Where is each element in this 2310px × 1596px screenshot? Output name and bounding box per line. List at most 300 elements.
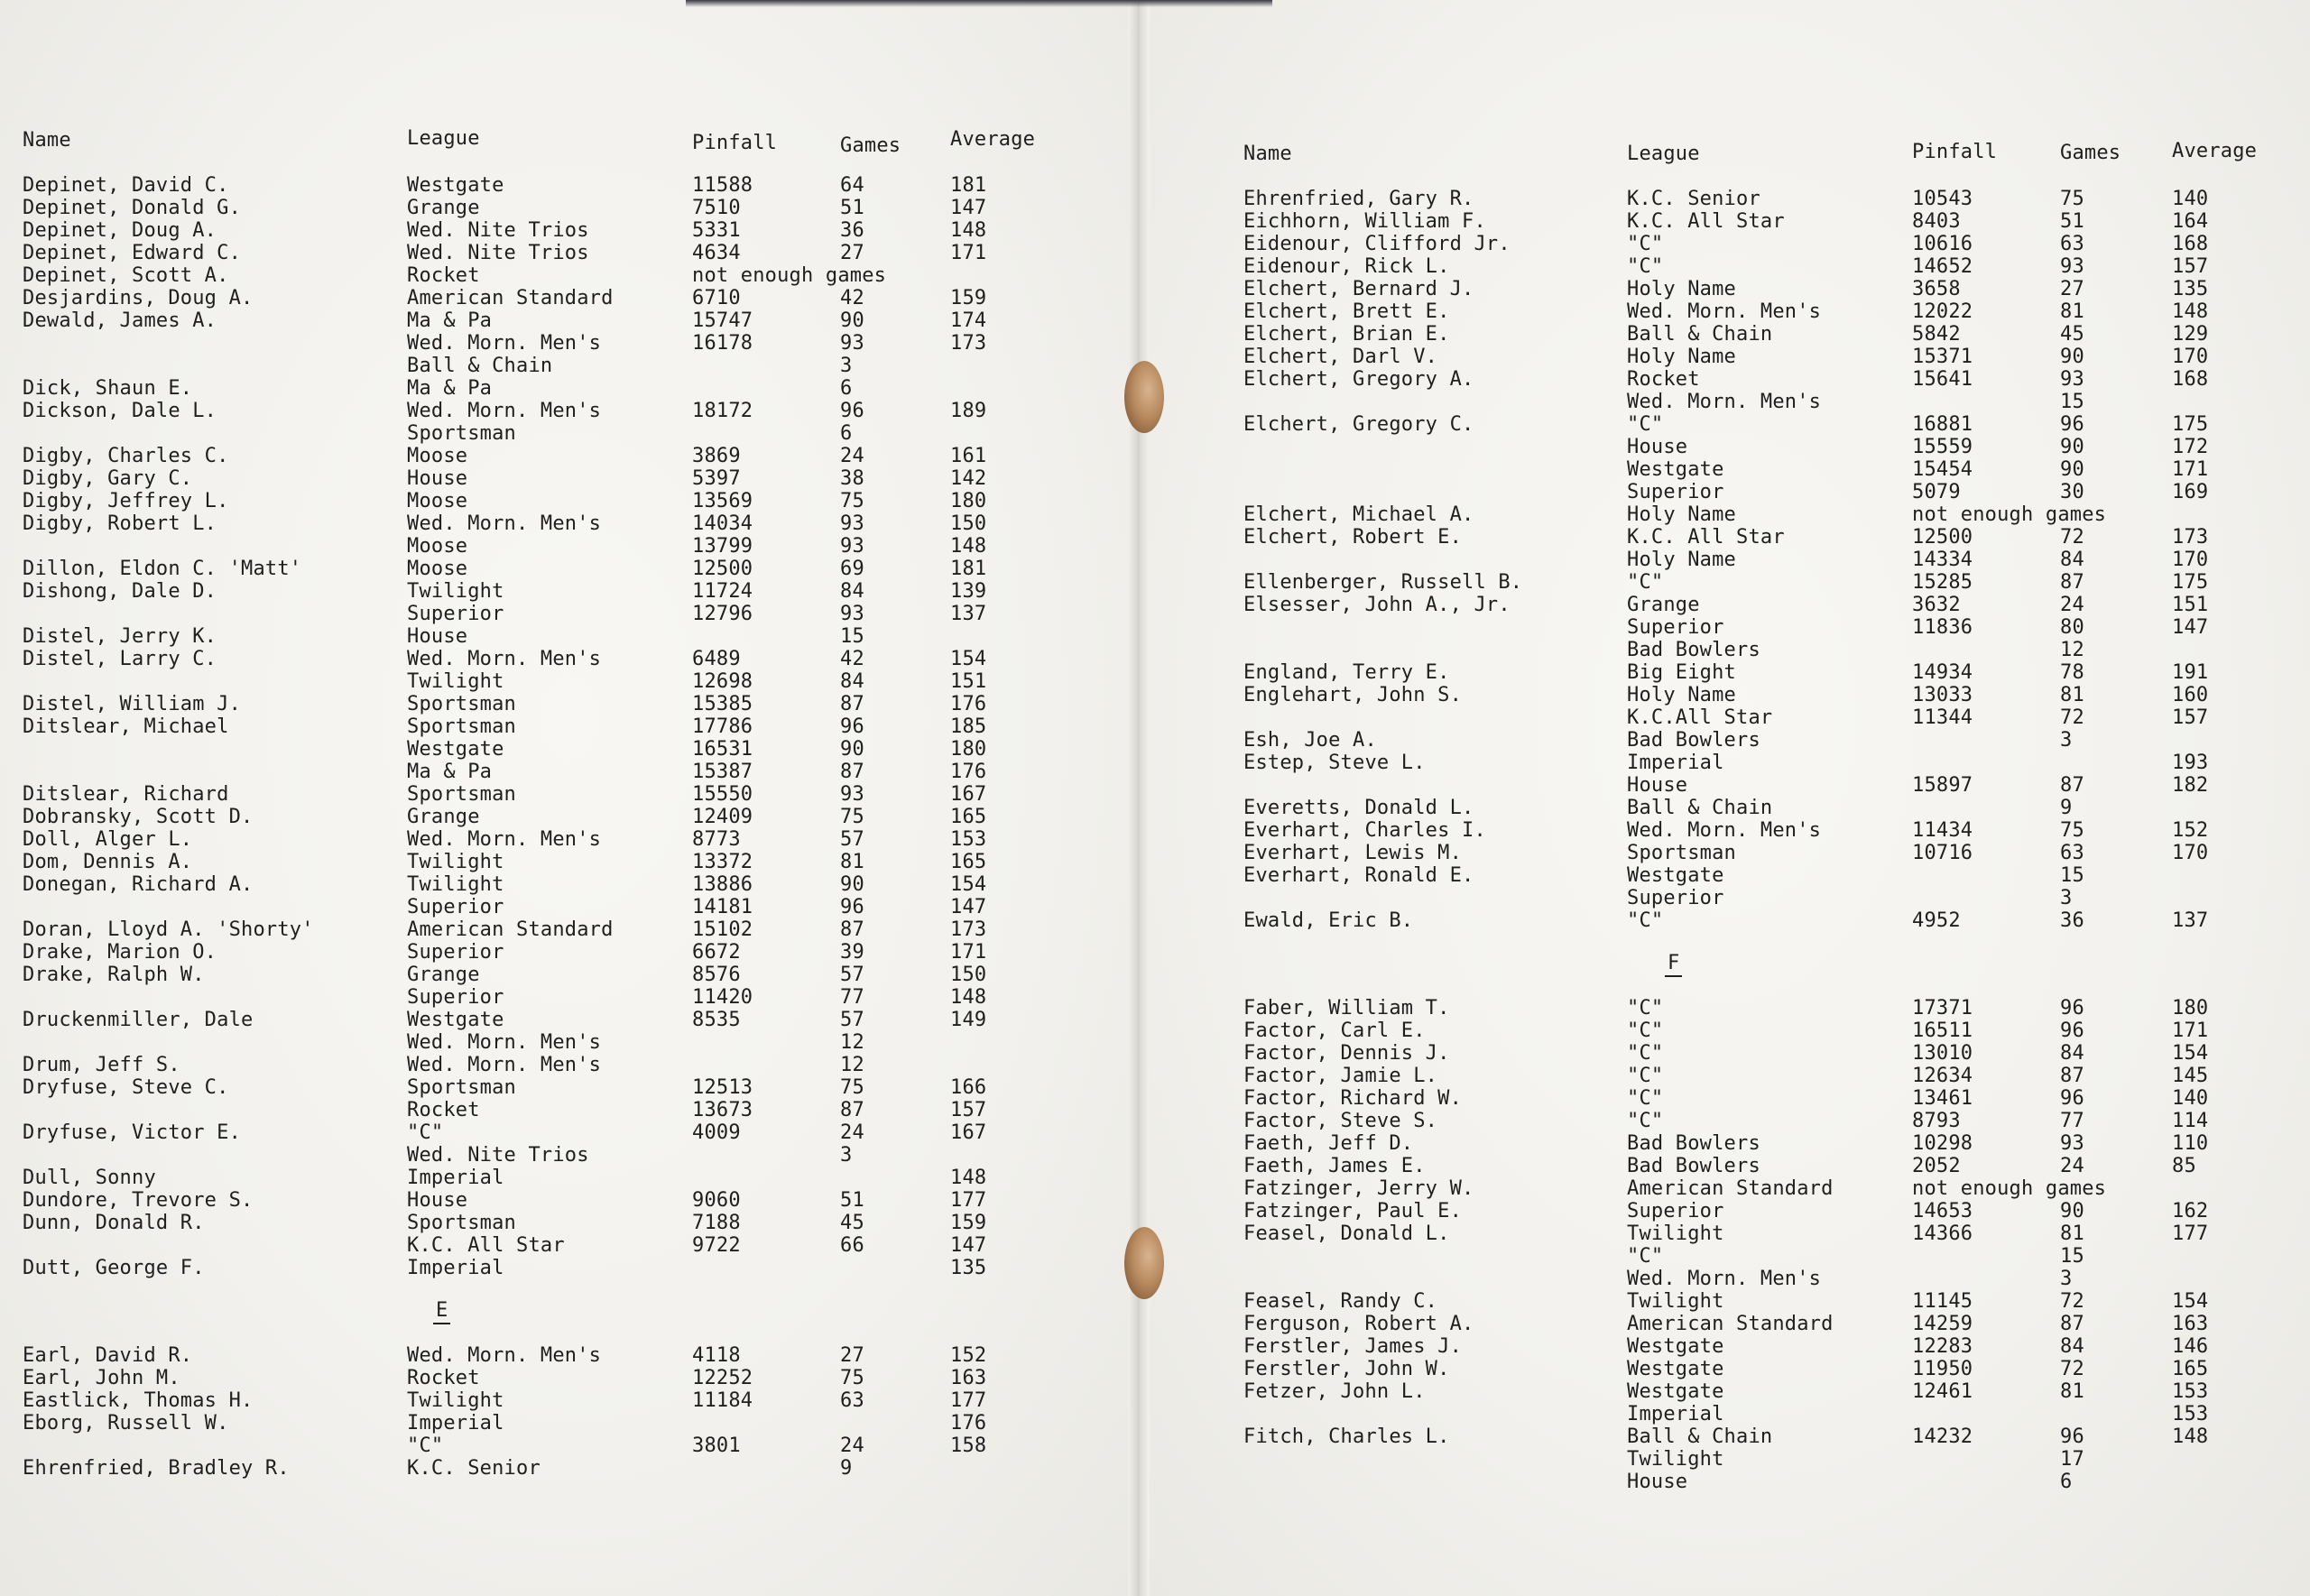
average-cell: 159	[950, 1212, 987, 1234]
games-cell: 81	[2060, 1222, 2084, 1245]
games-cell: 87	[2060, 1065, 2084, 1087]
average-cell: 173	[950, 332, 987, 355]
pinfall-cell: 12500	[692, 558, 753, 580]
table-row	[1139, 1403, 2310, 1426]
games-cell: 42	[840, 648, 864, 670]
pinfall-cell: 6489	[692, 648, 741, 670]
average-cell: 181	[950, 558, 987, 580]
table-row	[0, 197, 1139, 220]
table-row	[1139, 188, 2310, 211]
games-cell: 90	[2060, 1200, 2084, 1222]
games-cell: 90	[2060, 346, 2084, 368]
table-row	[0, 603, 1139, 626]
league-cell: Superior	[1627, 616, 1724, 639]
league-cell: Holy Name	[1627, 684, 1737, 706]
league-cell: Sportsman	[407, 693, 517, 715]
name-cell: Esh, Joe A.	[1243, 729, 1377, 752]
average-cell: 180	[2172, 997, 2209, 1019]
pinfall-cell: 2052	[1912, 1155, 1961, 1177]
name-cell: Eastlick, Thomas H.	[23, 1389, 254, 1412]
league-cell: K.C. Senior	[1627, 188, 1760, 210]
name-cell: Dickson, Dale L.	[23, 400, 217, 422]
league-cell: Sportsman	[407, 1212, 517, 1234]
table-row	[0, 1009, 1139, 1032]
table-row	[1139, 639, 2310, 662]
average-cell: 177	[950, 1189, 987, 1212]
games-cell: 84	[840, 670, 864, 693]
league-cell: Westgate	[1627, 1358, 1724, 1380]
games-cell: 27	[840, 242, 864, 264]
pinfall-cell: 5397	[692, 467, 741, 490]
header-league: League	[407, 127, 480, 150]
table-row	[0, 1189, 1139, 1213]
pinfall-cell: 17371	[1912, 997, 1973, 1019]
games-cell: 6	[840, 422, 853, 445]
league-cell: Twilight	[1627, 1290, 1724, 1313]
pinfall-cell: 10716	[1912, 842, 1973, 864]
games-cell: 77	[840, 986, 864, 1009]
games-cell: 15	[2060, 864, 2084, 887]
table-row	[1139, 1380, 2310, 1404]
header-name: Name	[1243, 143, 1292, 165]
pinfall-cell: 12283	[1912, 1335, 1973, 1358]
league-cell: Westgate	[1627, 1335, 1724, 1358]
games-cell: 90	[2060, 458, 2084, 481]
pinfall-cell: 7510	[692, 197, 741, 219]
pinfall-cell: 14934	[1912, 661, 1973, 684]
games-cell: 66	[840, 1234, 864, 1257]
pinfall-cell: 8576	[692, 964, 741, 986]
table-row	[0, 1144, 1139, 1167]
table-row	[1139, 458, 2310, 482]
name-cell: Dillon, Eldon C. 'Matt'	[23, 558, 302, 580]
name-cell: Eichhorn, William F.	[1243, 210, 1486, 233]
games-cell: 39	[840, 941, 864, 964]
league-cell: Grange	[407, 806, 480, 828]
pinfall-cell: 6672	[692, 941, 741, 964]
league-cell: K.C. All Star	[1627, 526, 1785, 549]
pinfall-cell: 11950	[1912, 1358, 1973, 1380]
section-heading-e: E	[433, 1299, 450, 1324]
average-cell: 153	[2172, 1380, 2209, 1403]
games-cell: 81	[2060, 684, 2084, 706]
league-cell: Wed. Morn. Men's	[1627, 1268, 1822, 1290]
games-cell: 57	[840, 828, 864, 851]
pinfall-cell: 16178	[692, 332, 753, 355]
average-cell: 170	[2172, 549, 2209, 571]
average-cell: 173	[950, 918, 987, 941]
column-header-row	[0, 127, 1139, 157]
pinfall-cell: 11344	[1912, 706, 1973, 729]
table-row	[0, 1389, 1139, 1413]
league-cell: Westgate	[1627, 864, 1724, 887]
table-row	[1139, 1087, 2310, 1111]
average-cell: 171	[950, 941, 987, 964]
table-row	[0, 715, 1139, 739]
name-cell: Ditslear, Richard	[23, 783, 229, 806]
average-cell: 173	[2172, 526, 2209, 549]
games-cell: 24	[840, 1121, 864, 1144]
name-cell: Ewald, Eric B.	[1243, 909, 1414, 932]
table-row	[1139, 436, 2310, 459]
league-cell: Bad Bowlers	[1627, 639, 1760, 661]
name-cell: Eborg, Russell W.	[23, 1412, 229, 1435]
league-cell: Wed. Nite Trios	[407, 1144, 589, 1167]
name-cell: Dunn, Donald R.	[23, 1212, 205, 1234]
games-cell: 64	[840, 174, 864, 197]
table-row	[1139, 1358, 2310, 1381]
average-cell: 154	[950, 873, 987, 896]
league-cell: Rocket	[407, 264, 480, 287]
name-cell: Donegan, Richard A.	[23, 873, 254, 896]
games-cell: 90	[840, 309, 864, 332]
name-cell: Doran, Lloyd A. 'Shorty'	[23, 918, 314, 941]
games-cell: 84	[2060, 549, 2084, 571]
league-cell: Ball & Chain	[1627, 797, 1773, 819]
average-cell: 159	[950, 287, 987, 309]
league-cell: "C"	[1627, 1087, 1664, 1110]
table-row	[1139, 1200, 2310, 1223]
average-cell: 139	[950, 580, 987, 603]
name-cell: Digby, Charles C.	[23, 445, 229, 467]
table-row	[1139, 1290, 2310, 1314]
games-cell: 75	[840, 806, 864, 828]
league-cell: American Standard	[1627, 1313, 1834, 1335]
pinfall-cell: 13673	[692, 1099, 753, 1121]
pinfall-cell: 12461	[1912, 1380, 1973, 1403]
name-cell: Ferstler, James J.	[1243, 1335, 1463, 1358]
table-row	[1139, 1042, 2310, 1066]
games-cell: 72	[2060, 1290, 2084, 1313]
table-row	[1139, 323, 2310, 346]
average-cell: 161	[950, 445, 987, 467]
league-cell: K.C. All Star	[407, 1234, 565, 1257]
pinfall-cell: 18172	[692, 400, 753, 422]
name-cell: England, Terry E.	[1243, 661, 1450, 684]
table-row	[0, 1099, 1139, 1122]
games-cell: 57	[840, 964, 864, 986]
pinfall-cell: 14652	[1912, 255, 1973, 278]
pinfall-cell: 13372	[692, 851, 753, 873]
average-cell: 153	[950, 828, 987, 851]
table-row	[1139, 210, 2310, 234]
name-cell: Elchert, Brian E.	[1243, 323, 1450, 346]
table-row	[0, 445, 1139, 468]
league-cell: Ma & Pa	[407, 761, 493, 783]
league-cell: Twilight	[407, 873, 504, 896]
pinfall-cell: 13033	[1912, 684, 1973, 706]
games-cell: 45	[2060, 323, 2084, 346]
average-cell: 154	[2172, 1042, 2209, 1065]
games-cell: 80	[2060, 616, 2084, 639]
pinfall-cell: 12796	[692, 603, 753, 625]
table-row	[1139, 729, 2310, 752]
league-cell: Bad Bowlers	[1627, 1155, 1760, 1177]
league-cell: House	[407, 1189, 468, 1212]
pinfall-cell: 12409	[692, 806, 753, 828]
table-row	[1139, 526, 2310, 549]
pinfall-cell: 4634	[692, 242, 741, 264]
games-cell: 87	[840, 693, 864, 715]
league-cell: Bad Bowlers	[1627, 729, 1760, 752]
league-cell: Wed. Morn. Men's	[407, 828, 602, 851]
pinfall-cell: not enough games	[1912, 1177, 2107, 1200]
table-row	[1139, 1065, 2310, 1088]
table-row	[0, 400, 1139, 423]
name-cell: Ehrenfried, Bradley R.	[23, 1457, 290, 1480]
average-cell: 165	[950, 806, 987, 828]
pinfall-cell: 15559	[1912, 436, 1973, 458]
table-row	[1139, 1019, 2310, 1043]
table-row	[0, 264, 1139, 288]
table-row	[0, 1435, 1139, 1458]
header-games: Games	[840, 134, 901, 157]
games-cell: 38	[840, 467, 864, 490]
table-row	[0, 783, 1139, 807]
pinfall-cell: 3801	[692, 1435, 741, 1457]
average-cell: 170	[2172, 346, 2209, 368]
header-pinfall: Pinfall	[1912, 141, 1998, 163]
pinfall-cell: 10616	[1912, 233, 1973, 255]
pinfall-cell: 9722	[692, 1234, 741, 1257]
name-cell: Dryfuse, Victor E.	[23, 1121, 242, 1144]
pinfall-cell: 13461	[1912, 1087, 1973, 1110]
games-cell: 87	[2060, 571, 2084, 594]
name-cell: Depinet, Edward C.	[23, 242, 242, 264]
league-cell: Holy Name	[1627, 346, 1737, 368]
games-cell: 9	[840, 1457, 853, 1480]
pinfall-cell: not enough games	[1912, 503, 2107, 526]
games-cell: 75	[2060, 819, 2084, 842]
pinfall-cell: 15285	[1912, 571, 1973, 594]
games-cell: 30	[2060, 481, 2084, 503]
average-cell: 129	[2172, 323, 2209, 346]
table-row	[0, 918, 1139, 942]
games-cell: 51	[2060, 210, 2084, 233]
league-cell: Twilight	[1627, 1222, 1724, 1245]
league-cell: Sportsman	[1627, 842, 1737, 864]
games-cell: 24	[840, 1435, 864, 1457]
league-cell: Wed. Morn. Men's	[407, 400, 602, 422]
average-cell: 171	[2172, 458, 2209, 481]
table-row	[1139, 1177, 2310, 1201]
league-cell: K.C. Senior	[407, 1457, 541, 1480]
average-cell: 85	[2172, 1155, 2196, 1177]
games-cell: 84	[2060, 1335, 2084, 1358]
table-row	[1139, 909, 2310, 933]
average-cell: 171	[2172, 1019, 2209, 1042]
games-cell: 3	[2060, 729, 2073, 752]
average-cell: 193	[2172, 752, 2209, 774]
table-row	[0, 1457, 1139, 1481]
games-cell: 51	[840, 197, 864, 219]
pinfall-cell: 12698	[692, 670, 753, 693]
name-cell: Eidenour, Rick L.	[1243, 255, 1450, 278]
league-cell: Wed. Morn. Men's	[407, 1054, 602, 1076]
games-cell: 87	[2060, 1313, 2084, 1335]
games-cell: 3	[840, 355, 853, 377]
league-cell: House	[407, 625, 468, 648]
staple-bottom	[1124, 1227, 1164, 1299]
league-cell: Twilight	[407, 851, 504, 873]
pinfall-cell: 14181	[692, 896, 753, 918]
table-row	[0, 670, 1139, 694]
league-cell: Superior	[1627, 887, 1724, 909]
name-cell: Drake, Ralph W.	[23, 964, 205, 986]
table-row	[0, 648, 1139, 671]
average-cell: 176	[950, 693, 987, 715]
table-row	[1139, 1155, 2310, 1178]
table-row	[1139, 887, 2310, 910]
league-cell: Moose	[407, 535, 468, 558]
games-cell: 3	[840, 1144, 853, 1167]
games-cell: 75	[840, 1367, 864, 1389]
average-cell: 162	[2172, 1200, 2209, 1222]
table-row	[0, 693, 1139, 716]
games-cell: 72	[2060, 706, 2084, 729]
games-cell: 90	[2060, 436, 2084, 458]
name-cell: Depinet, Scott A.	[23, 264, 229, 287]
table-row	[0, 1054, 1139, 1077]
table-row	[1139, 1471, 2310, 1494]
pinfall-cell: 12022	[1912, 300, 1973, 323]
league-cell: "C"	[1627, 255, 1664, 278]
league-cell: Wed. Morn. Men's	[407, 332, 602, 355]
games-cell: 24	[2060, 1155, 2084, 1177]
table-row	[0, 1367, 1139, 1390]
games-cell: 69	[840, 558, 864, 580]
pinfall-cell: 13010	[1912, 1042, 1973, 1065]
games-cell: 81	[2060, 1380, 2084, 1403]
league-cell: Sportsman	[407, 783, 517, 806]
average-cell: 177	[950, 1389, 987, 1412]
name-cell: Dick, Shaun E.	[23, 377, 193, 400]
pinfall-cell: 3869	[692, 445, 741, 467]
average-cell: 148	[950, 986, 987, 1009]
average-cell: 175	[2172, 571, 2209, 594]
name-cell: Faeth, Jeff D.	[1243, 1132, 1414, 1155]
games-cell: 63	[2060, 233, 2084, 255]
pinfall-cell: 8535	[692, 1009, 741, 1031]
games-cell: 45	[840, 1212, 864, 1234]
table-row	[1139, 1425, 2310, 1449]
games-cell: 75	[2060, 188, 2084, 210]
average-cell: 140	[2172, 1087, 2209, 1110]
average-cell: 170	[2172, 842, 2209, 864]
name-cell: Ferguson, Robert A.	[1243, 1313, 1474, 1335]
pinfall-cell: 9060	[692, 1189, 741, 1212]
pinfall-cell: 17786	[692, 715, 753, 738]
pinfall-cell: 16531	[692, 738, 753, 761]
pinfall-cell: 15387	[692, 761, 753, 783]
table-row	[1139, 278, 2310, 301]
league-cell: Rocket	[407, 1367, 480, 1389]
average-cell: 167	[950, 1121, 987, 1144]
section-heading-f: F	[1665, 952, 1682, 977]
pinfall-cell: 15371	[1912, 346, 1973, 368]
games-cell: 27	[2060, 278, 2084, 300]
league-cell: "C"	[1627, 1019, 1664, 1042]
name-cell: Elchert, Brett E.	[1243, 300, 1450, 323]
table-row	[0, 1167, 1139, 1190]
league-cell: "C"	[1627, 997, 1664, 1019]
games-cell: 87	[2060, 774, 2084, 797]
table-row	[1139, 571, 2310, 595]
name-cell: Factor, Carl E.	[1243, 1019, 1426, 1042]
average-cell: 148	[2172, 1425, 2209, 1448]
games-cell: 93	[840, 332, 864, 355]
table-row	[1139, 819, 2310, 843]
name-cell: Dryfuse, Steve C.	[23, 1076, 229, 1099]
average-cell: 165	[2172, 1358, 2209, 1380]
games-cell: 72	[2060, 1358, 2084, 1380]
name-cell: Depinet, Donald G.	[23, 197, 242, 219]
games-cell: 96	[2060, 997, 2084, 1019]
name-cell: Everhart, Lewis M.	[1243, 842, 1463, 864]
table-row	[0, 490, 1139, 513]
header-pinfall: Pinfall	[692, 132, 778, 154]
table-row	[1139, 1313, 2310, 1336]
name-cell: Fatzinger, Jerry W.	[1243, 1177, 1474, 1200]
league-cell: Bad Bowlers	[1627, 1132, 1760, 1155]
league-cell: House	[1627, 1471, 1688, 1493]
average-cell: 154	[950, 648, 987, 670]
pinfall-cell: 11588	[692, 174, 753, 197]
table-row	[1139, 1268, 2310, 1291]
games-cell: 63	[840, 1389, 864, 1412]
games-cell: 24	[2060, 594, 2084, 616]
games-cell: 96	[840, 715, 864, 738]
name-cell: Fetzer, John L.	[1243, 1380, 1426, 1403]
name-cell: Factor, Jamie L.	[1243, 1065, 1438, 1087]
average-cell: 145	[2172, 1065, 2209, 1087]
average-cell: 169	[2172, 481, 2209, 503]
league-cell: Rocket	[1627, 368, 1700, 391]
league-cell: Ma & Pa	[407, 309, 493, 332]
league-cell: "C"	[407, 1121, 444, 1144]
name-cell: Doll, Alger L.	[23, 828, 193, 851]
name-cell: Depinet, Doug A.	[23, 219, 217, 242]
league-cell: Imperial	[407, 1257, 504, 1279]
pinfall-cell: 10298	[1912, 1132, 1973, 1155]
games-cell: 75	[840, 1076, 864, 1099]
pinfall-cell: 11184	[692, 1389, 753, 1412]
games-cell: 75	[840, 490, 864, 512]
table-row	[1139, 616, 2310, 640]
table-row	[1139, 684, 2310, 707]
league-cell: Wed. Morn. Men's	[407, 512, 602, 535]
pinfall-cell: 16881	[1912, 413, 1973, 436]
average-cell: 150	[950, 964, 987, 986]
table-row	[1139, 661, 2310, 685]
table-row	[0, 580, 1139, 604]
name-cell: Digby, Robert L.	[23, 512, 217, 535]
league-cell: "C"	[1627, 1065, 1664, 1087]
name-cell: Dewald, James A.	[23, 309, 217, 332]
league-cell: House	[1627, 436, 1688, 458]
table-row	[0, 1031, 1139, 1055]
league-cell: Twilight	[1627, 1448, 1724, 1471]
table-row	[0, 1076, 1139, 1100]
name-cell: Factor, Dennis J.	[1243, 1042, 1450, 1065]
league-cell: Moose	[407, 445, 468, 467]
name-cell: Elchert, Bernard J.	[1243, 278, 1474, 300]
average-cell: 135	[950, 1257, 987, 1279]
name-cell: Elchert, Gregory A.	[1243, 368, 1474, 391]
games-cell: 96	[840, 400, 864, 422]
league-cell: Imperial	[1627, 1403, 1724, 1425]
table-row	[1139, 594, 2310, 617]
